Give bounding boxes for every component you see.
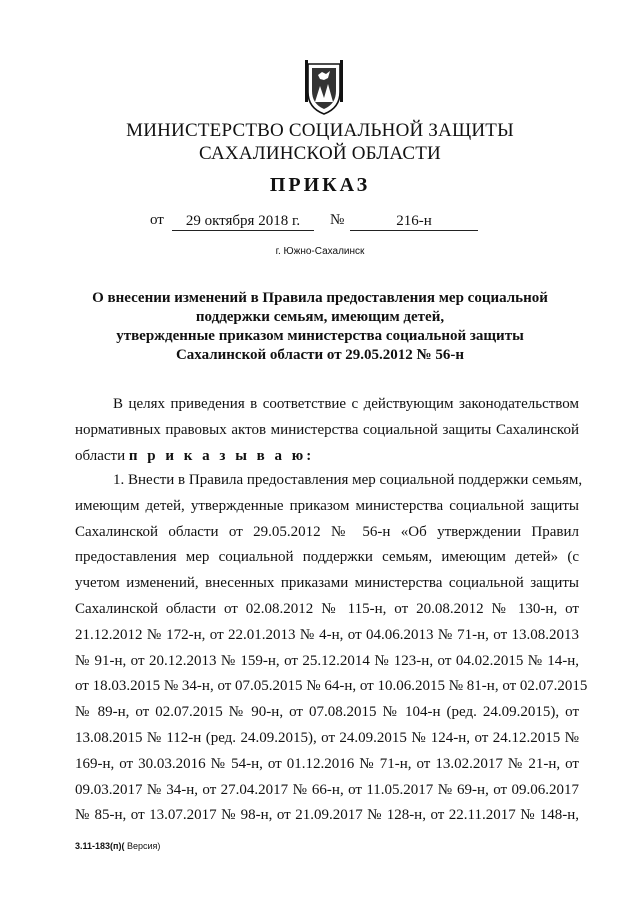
document-footer bbox=[75, 841, 160, 851]
title-line: утвержденные приказом министерства социальной защиты bbox=[116, 328, 524, 344]
body-line: имеющим детей, утвержденные приказом министерства социальной защиты bbox=[75, 497, 579, 514]
body-line: 169-н, от 30.03.2016 № 54-н, от 01.12.2016 № 71-н, от 13.02.2017 № 21-н, от bbox=[75, 755, 579, 772]
ministry-name-line1: МИНИСТЕРСТВО СОЦИАЛЬНОЙ ЗАЩИТЫ bbox=[126, 120, 514, 141]
preamble bbox=[75, 392, 579, 469]
body-line: 09.03.2017 № 34-н, от 27.04.2017 № 66-н, от 11.05.2017 № 69-н, от 09.06.2017 bbox=[75, 781, 579, 798]
preamble-line-last bbox=[75, 444, 579, 470]
date-prefix: от bbox=[150, 212, 164, 228]
title-line: О внесении изменений в Правила предоставления мер социальной bbox=[92, 290, 548, 306]
title-line: Сахалинской области от 29.05.2012 № 56-н bbox=[175, 347, 465, 363]
body-line: предоставления мер социальной поддержки семьям, имеющим детей» (с bbox=[75, 549, 579, 566]
body-line: Сахалинской области от 02.08.2012 № 115-н, от 20.08.2012 № 130-н, от bbox=[75, 600, 579, 617]
preamble-line: нормативных правовых актов министерства социальной защиты Сахалинской bbox=[75, 421, 579, 438]
order-number: 216-н bbox=[350, 212, 478, 231]
body-line: № 89-н, от 02.07.2015 № 90-н, от 07.08.2015 № 104-н (ред. 24.09.2015), от bbox=[75, 704, 579, 721]
number-sign: № bbox=[330, 212, 345, 228]
title-line: поддержки семьям, имеющим детей, bbox=[195, 309, 445, 325]
city: г. Южно-Сахалинск bbox=[275, 246, 365, 257]
body-line: 1. Внести в Правила предоставления мер социальной поддержки семьям, bbox=[113, 472, 583, 488]
body-line: 21.12.2012 № 172-н, от 22.01.2013 № 4-н, от 04.06.2013 № 71-н, от 13.08.2013 bbox=[75, 626, 579, 643]
order-title bbox=[80, 289, 560, 365]
order-date: 29 октября 2018 г. bbox=[172, 212, 314, 231]
document-type: ПРИКАЗ bbox=[269, 174, 371, 196]
order-body bbox=[75, 468, 588, 829]
body-line: от 18.03.2015 № 34-н, от 07.05.2015 № 64-н, от 10.06.2015 № 81-н, от 02.07.2015 bbox=[75, 678, 588, 695]
body-line: № 91-н, от 20.12.2013 № 159-н, от 25.12.2014 № 123-н, от 04.02.2015 № 14-н, bbox=[75, 652, 579, 669]
body-line: учетом изменений, внесенных приказами министерства социальной защиты bbox=[75, 575, 579, 592]
body-line: № 85-н, от 13.07.2017 № 98-н, от 21.09.2017 № 128-н, от 22.11.2017 № 148-н, bbox=[75, 807, 579, 824]
footer-code: 3.11-183(п)( bbox=[75, 841, 125, 851]
preamble-line-text: области bbox=[75, 447, 126, 464]
body-line: 13.08.2015 № 112-н (ред. 24.09.2015), от 24.09.2015 № 124-н, от 24.12.2015 № bbox=[75, 729, 579, 746]
preamble-line: В целях приведения в соответствие с действующим законодательством bbox=[113, 396, 579, 412]
ministry-name-line2: САХАЛИНСКОЙ ОБЛАСТИ bbox=[199, 143, 441, 164]
body-line: Сахалинской области от 29.05.2012 № 56-н «Об утверждении Правил bbox=[75, 523, 579, 540]
footer-version: Версия) bbox=[124, 841, 161, 851]
order-word: п р и к а з ы в а ю: bbox=[128, 447, 315, 464]
coat-of-arms-emblem bbox=[300, 58, 348, 116]
